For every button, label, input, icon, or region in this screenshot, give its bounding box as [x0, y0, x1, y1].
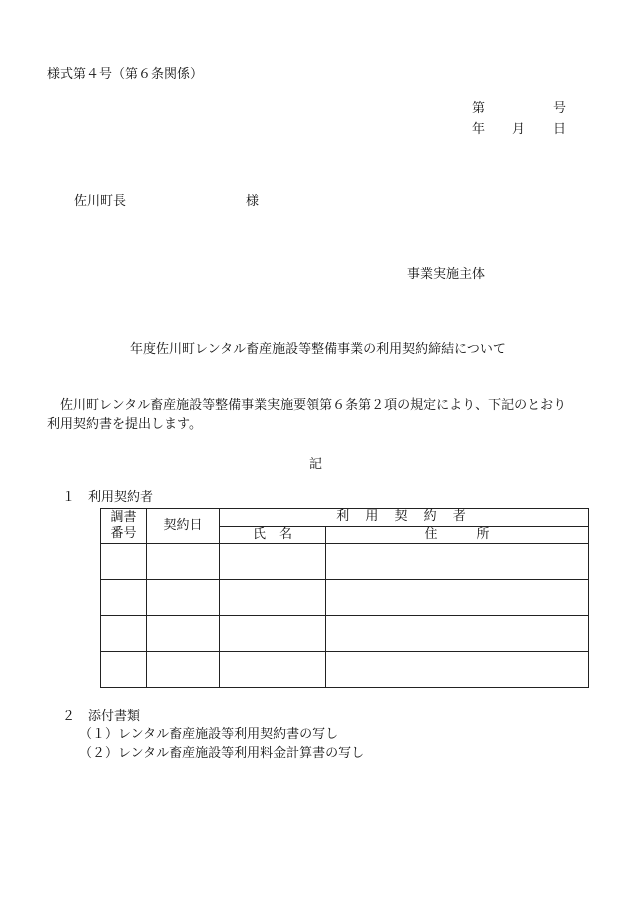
cell-date: [147, 616, 220, 652]
addressee-honorific: 様: [246, 194, 260, 209]
table-row: [101, 580, 589, 616]
section-2-heading: ２ 添付書類: [62, 709, 141, 724]
cell-chosho: [101, 580, 147, 616]
cell-name: [220, 616, 326, 652]
addressee-name: 佐川町長: [74, 194, 127, 209]
table-row: [101, 616, 589, 652]
header-chosho-line-1: 調書: [110, 509, 137, 525]
header-name: 氏 名: [220, 527, 326, 544]
header-chosho-line-2: 番号: [110, 526, 137, 542]
body-line-2: 利用契約書を提出します。: [47, 417, 202, 432]
table-row: [101, 652, 589, 688]
reference-number-prefix: 第: [472, 101, 486, 116]
cell-chosho: [101, 652, 147, 688]
header-contractor-group-label: 利 用 契 約 者: [336, 509, 472, 525]
sender-label: 事業実施主体: [407, 267, 486, 282]
document-title: 年度佐川町レンタル畜産施設等整備事業の利用契約締結について: [130, 342, 506, 357]
header-chosho-number: [101, 509, 147, 544]
cell-date: [147, 544, 220, 580]
cell-address: [326, 580, 589, 616]
date-day: 日: [553, 122, 567, 137]
cell-name: [220, 580, 326, 616]
cell-chosho: [101, 544, 147, 580]
reference-number-suffix: 号: [553, 101, 567, 116]
cell-address: [326, 652, 589, 688]
cell-chosho: [101, 616, 147, 652]
cell-date: [147, 580, 220, 616]
header-address: 住 所: [326, 527, 589, 544]
body-line-1: 佐川町レンタル畜産施設等整備事業実施要領第６条第２項の規定により、下記のとおり: [60, 398, 567, 413]
date-month: 月: [512, 122, 526, 137]
cell-name: [220, 652, 326, 688]
contract-table: [100, 508, 589, 688]
cell-address: [326, 544, 589, 580]
cell-address: [326, 616, 589, 652]
table-row: [101, 544, 589, 580]
cell-date: [147, 652, 220, 688]
attachment-item-1: （１）レンタル畜産施設等利用契約書の写し: [79, 727, 339, 742]
date-year: 年: [472, 122, 486, 137]
header-contract-date: 契約日: [147, 509, 220, 544]
attachment-item-2: （２）レンタル畜産施設等利用料金計算書の写し: [79, 746, 365, 761]
section-1-heading: １ 利用契約者: [62, 490, 154, 505]
form-label: 様式第４号（第６条関係）: [47, 67, 204, 82]
ki-heading: 記: [309, 457, 323, 472]
cell-name: [220, 544, 326, 580]
header-contractor-group: [220, 509, 589, 527]
